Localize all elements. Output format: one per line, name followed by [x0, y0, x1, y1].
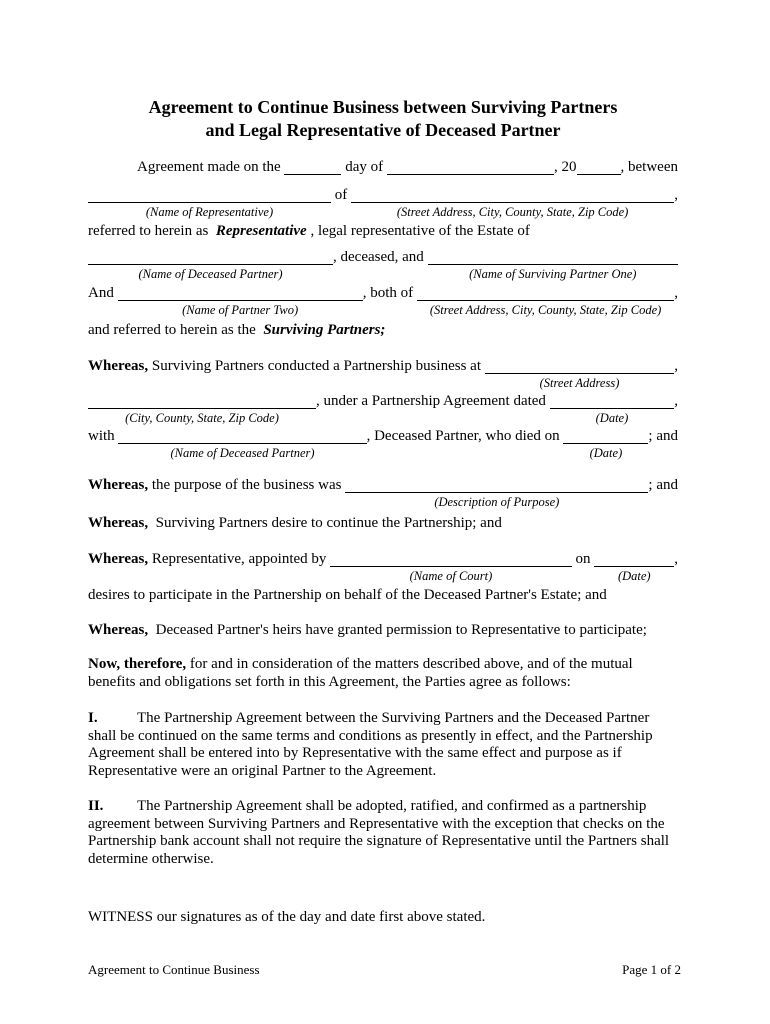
intro-line-1: [88, 157, 678, 177]
intro-line-6: [88, 320, 678, 340]
whereas2-line: [88, 475, 678, 510]
line5-comma-text: ,: [674, 285, 678, 301]
intro-year-prefix-text: , 20: [554, 159, 577, 175]
document-title: [88, 96, 678, 142]
footer-document-name: Agreement to Continue Business: [88, 962, 260, 977]
caption-name-of-deceased-partner-2: (Name of Deceased Partner): [170, 446, 315, 460]
referred2-pre-text: and referred to herein as the: [88, 322, 260, 338]
clause-1: [88, 710, 678, 780]
with-text: with: [88, 428, 119, 444]
appointment-date-blank[interactable]: [594, 549, 674, 567]
business-street-address-blank[interactable]: [485, 356, 675, 374]
intro-line-4: [88, 247, 678, 282]
intro-of-text: of: [331, 187, 351, 203]
whereas2-text: the purpose of the business was: [148, 477, 346, 493]
partnership-agreement-date-blank[interactable]: [550, 391, 675, 409]
caption-representative-address: (Street Address, City, County, State, Zip Code): [396, 205, 629, 219]
deceased-partner-name-blank[interactable]: [88, 247, 333, 265]
now-therefore-label: Now, therefore,: [88, 656, 187, 672]
now-therefore-paragraph: [88, 655, 678, 691]
clause-2-number: II.: [88, 798, 104, 814]
clause-2: [88, 798, 678, 868]
witness-text: WITNESS our signatures as of the day and date first above stated.: [88, 909, 486, 925]
partner-two-name-blank[interactable]: [118, 283, 363, 301]
intro-line-5: [88, 283, 678, 318]
representative-address-blank[interactable]: [351, 185, 674, 203]
representative-term: Representative: [215, 223, 307, 239]
whereas1-line-3: [88, 426, 678, 461]
whereas1-text-2: , under a Partnership Agreement dated: [316, 393, 550, 409]
whereas3-label: Whereas,: [88, 515, 149, 531]
caption-name-of-surviving-partner-one: (Name of Surviving Partner One): [469, 267, 637, 281]
surviving-partners-term: Surviving Partners;: [263, 322, 386, 338]
caption-name-of-partner-two: (Name of Partner Two): [182, 303, 299, 317]
year-blank[interactable]: [577, 157, 621, 175]
intro-day-of-text: day of: [341, 159, 387, 175]
intro-between-text: , between: [620, 159, 678, 175]
intro-made-on-text: Agreement made on the: [137, 159, 285, 175]
and-text: And: [88, 285, 118, 301]
both-of-text: , both of: [362, 285, 417, 301]
deceased-and-text: , deceased, and: [333, 249, 428, 265]
whereas4-comma-text: ,: [674, 551, 678, 567]
whereas1-label: Whereas,: [88, 358, 149, 374]
whereas4-text-2: desires to participate in the Partnership on behalf of the Deceased Partner's Estate; and: [88, 587, 607, 603]
referred-pre-text: referred to herein as: [88, 223, 213, 239]
whereas1-comma-2: ,: [674, 393, 678, 409]
caption-partners-address: (Street Address, City, County, State, Zip Code): [429, 303, 662, 317]
whereas1-line-1: [88, 356, 678, 391]
intro-line-2: [88, 185, 678, 220]
caption-name-of-deceased-partner: (Name of Deceased Partner): [138, 267, 283, 281]
page-footer: [88, 962, 681, 978]
whereas4-text-1: Representative, appointed by: [148, 551, 331, 567]
caption-street-address: (Street Address): [539, 376, 620, 390]
court-name-blank[interactable]: [330, 549, 572, 567]
deceased-partner-name-blank-2[interactable]: [118, 426, 366, 444]
witness-line: [88, 907, 678, 927]
intro-comma-text: ,: [674, 187, 678, 203]
day-blank[interactable]: [284, 157, 341, 175]
month-blank[interactable]: [387, 157, 554, 175]
whereas3-text: Surviving Partners desire to continue the Partnership; and: [151, 515, 502, 531]
whereas5-line: [88, 620, 678, 640]
caption-name-of-court: (Name of Court): [409, 569, 493, 583]
business-city-blank[interactable]: [88, 391, 316, 409]
representative-name-blank[interactable]: [88, 185, 331, 203]
caption-death-date: (Date): [589, 446, 623, 460]
whereas5-label: Whereas,: [88, 622, 149, 638]
clause-1-text: The Partnership Agreement between the Surviving Partners and the Deceased Partner shall be continued on the same terms and conditions as presently in effect, and the Partnership Agreement shall be entered into by Representative with the same effect and purpose as if Representative were an original Partner to the Agreement.: [88, 710, 653, 779]
whereas1-text-3: , Deceased Partner, who died on: [366, 428, 564, 444]
whereas1-comma-1: ,: [674, 358, 678, 374]
whereas3-line: [88, 513, 678, 533]
whereas4-on-text: on: [571, 551, 595, 567]
clause-2-text: The Partnership Agreement shall be adopted, ratified, and confirmed as a partnership agreement between Surviving Partners and Representative with the exception that checks on the Partnership bank account shall not require the signature of Representative until the Partners shall determine otherwise.: [88, 798, 670, 867]
clause-1-number: I.: [88, 710, 98, 726]
whereas2-label: Whereas,: [88, 477, 149, 493]
now-therefore-text: for and in consideration of the matters described above, and of the mutual benefits and obligations set forth in this Agreement, the Parties agree as follows:: [88, 656, 633, 690]
whereas4-label: Whereas,: [88, 551, 149, 567]
caption-agreement-date: (Date): [595, 411, 629, 425]
title-line-2: and Legal Representative of Deceased Partner: [205, 120, 561, 140]
caption-name-of-representative: (Name of Representative): [145, 205, 274, 219]
whereas1-end-text: ; and: [648, 428, 678, 444]
caption-description-of-purpose: (Description of Purpose): [434, 495, 560, 509]
whereas4-line-2: [88, 585, 678, 605]
whereas1-line-2: [88, 391, 678, 426]
title-line-1: Agreement to Continue Business between Surviving Partners: [148, 97, 618, 117]
whereas1-text-1: Surviving Partners conducted a Partnership business at: [148, 358, 485, 374]
whereas5-text: Deceased Partner's heirs have granted permission to Representative to participate;: [151, 622, 647, 638]
caption-city-county-state-zip: (City, County, State, Zip Code): [125, 411, 279, 425]
partners-address-blank[interactable]: [417, 283, 674, 301]
whereas2-end-text: ; and: [648, 477, 678, 493]
purpose-blank[interactable]: [345, 475, 648, 493]
whereas4-line-1: [88, 549, 678, 584]
referred-post-text: , legal representative of the Estate of: [310, 223, 530, 239]
death-date-blank[interactable]: [563, 426, 648, 444]
intro-line-3: [88, 221, 678, 241]
caption-appointment-date: (Date): [617, 569, 651, 583]
footer-page-number: Page 1 of 2: [622, 962, 681, 977]
surviving-partner-one-blank[interactable]: [428, 247, 678, 265]
